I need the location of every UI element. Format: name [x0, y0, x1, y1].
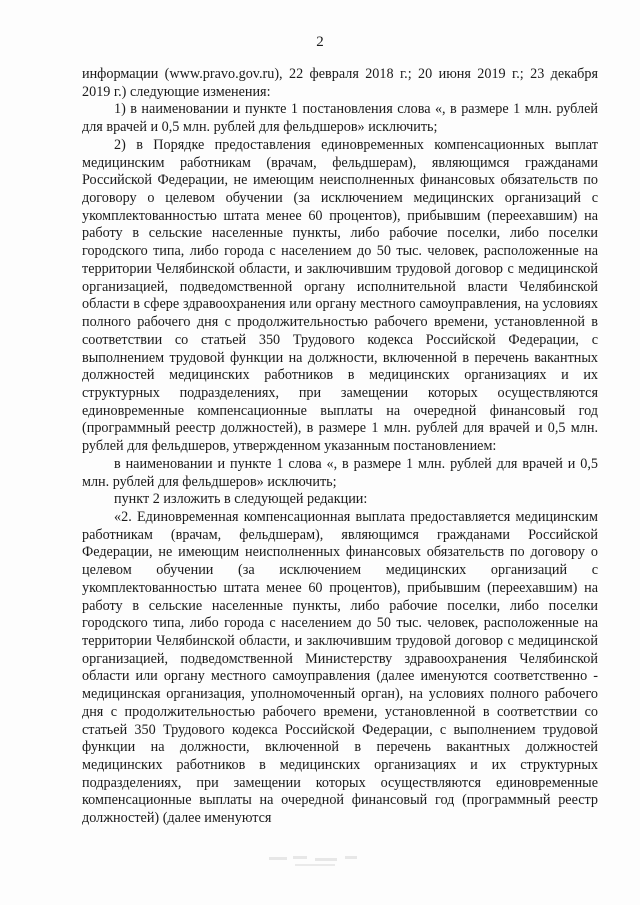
page-number: 2	[316, 34, 324, 50]
paragraph-point-2-intro: пункт 2 изложить в следующей редакции:	[114, 491, 368, 508]
paragraph-continuation: информации (www.pravo.gov.ru), 22 февраля 2018 г.; 20 июня 2019 г.; 23 декабря 2019 г.) следующие изменения:	[82, 66, 598, 100]
document-body	[82, 66, 598, 828]
faint-stamp-mark	[265, 851, 375, 871]
paragraph-title-change: в наименовании и пункте 1 слова «, в размере 1 млн. рублей для врачей и 0,5 млн. рублей для фельдшеров» исключить;	[82, 455, 598, 490]
paragraph-point-2-text: «2. Единовременная компенсационная выплата предоставляется медицинским работникам (врачам, фельдшерам), являющимся гражданами Российской Федерации, не имеющим неисполненных финансовых обязательств по договору о целевом обучении (за исключением медицинских организаций с укомплектованностью штата менее 60 процентов), прибывшим (переехавшим) на работу в сельские населенные пункты, либо рабочие поселки, либо поселки городского типа, либо города с населением до 50 тыс. человек, расположенные на территории Челябинской области, и заключившим трудовой договор с медицинской организацией, подведомственной Министерству здравоохранения Челябинской области или органу местного самоуправления (далее именуются соответственно - медицинская организация, уполномоченный орган), на условиях полного рабочего дня с продолжительностью рабочего времени, установленной в соответствии со статьей 350 Трудового кодекса Российской Федерации, с выполнением трудовой функции на должности, включенной в перечень вакантных должностей медицинских работников в медицинских организациях и их структурных подразделениях, при замещении которых осуществляются единовременные компенсационные выплаты на очередной финансовый год (программный реестр должностей) (далее именуются	[82, 508, 598, 827]
paragraph-item-2: 2) в Порядке предоставления единовременных компенсационных выплат медицинским работникам (врачам, фельдшерам), являющимся гражданами Российской Федерации, не имеющим неисполненных финансовых обязательств по договору о целевом обучении (за исключением медицинских организаций с укомплектованностью штата менее 60 процентов), прибывшим (переехавшим) на работу в сельские населенные пункты, либо рабочие поселки, либо поселки городского типа, либо города с населением до 50 тыс. человек, расположенные на территории Челябинской области, и заключившим трудовой договор с медицинской организацией, подведомственной органу исполнительной власти Челябинской области в сфере здравоохранения или органу местного самоуправления, на условиях полного рабочего дня с продолжительностью рабочего времени, установленной в соответствии со статьей 350 Трудового кодекса Российской Федерации, с выполнением трудовой функции на должности, включенной в перечень вакантных должностей медицинских работников в медицинских организациях и их структурных подразделениях, при замещении которых осуществляются единовременные компенсационные выплаты на очередной финансовый год (программный реестр должностей), в размере 1 млн. рублей для врачей и 0,5 млн. рублей для фельдшеров, утвержденном указанным постановлением:	[82, 136, 598, 455]
paragraph-item-1: 1) в наименовании и пункте 1 постановления слова «, в размере 1 млн. рублей для врачей и 0,5 млн. рублей для фельдшеров» исключить;	[82, 101, 598, 136]
